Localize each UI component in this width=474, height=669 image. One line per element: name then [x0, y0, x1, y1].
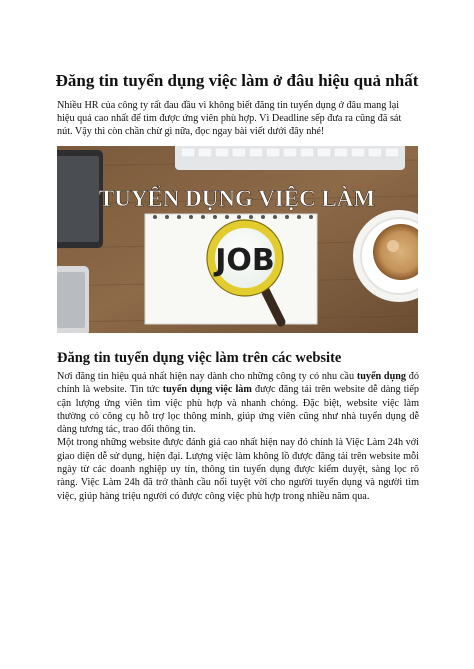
keyboard — [175, 146, 405, 170]
hero-image — [57, 146, 418, 333]
section-heading: Đăng tin tuyển dụng việc làm trên các website — [57, 350, 342, 366]
document-title: Đăng tin tuyển dụng việc làm ở đâu hiệu quả nhất — [55, 71, 419, 90]
section-body — [57, 370, 419, 503]
paragraph-1-text-a: Nơi đăng tin hiệu quả nhất hiện nay dành cho những công ty có nhu cầu — [57, 371, 357, 382]
paragraph-2: Một trong những website được đánh giá cao nhất hiện nay đó chính là Việc Làm 24h với giao diện dễ sử dụng, hiện đại. Lượng việc làm không lồ được đăng tải trên website mỗi ngày từ các doanh nghiệp uy tín, thông tin tuyển dụng được kiểm duyệt, sàng lọc rõ ràng. Việc Làm 24h đã trở thành cầu nối tuyệt vời cho người tuyển dụng và người tìm việc, giúp hàng triệu người có được công việc phù hợp trong nhiều năm qua. — [57, 437, 419, 502]
paragraph-1-text-c: được đăng tải trên website dễ dàng tiếp cận lượng ứng viên tìm việc phù hợp và nhanh chóng. Đặc biệt, website việc làm thường có công cụ hỗ trợ lọc thông minh, giúp ứng viên cũng như nhà tuyển dụng dễ dàng tương tác, trao đổi thông tin. — [57, 384, 419, 436]
paragraph-1 — [57, 370, 419, 436]
phone-device — [57, 266, 89, 333]
hero-banner-text: TUYỂN DỤNG VIỆC LÀM — [98, 186, 376, 211]
paragraph-1-text-b: đó chính là website. Tin tức — [57, 371, 419, 396]
paragraph-1-bold-b: tuyển dụng việc làm — [162, 384, 252, 396]
magnifier-job-text: JOB — [215, 243, 275, 278]
tablet-device — [57, 150, 103, 248]
intro-paragraph: Nhiều HR của công ty rất đau đầu vì không biết đăng tin tuyển dụng ở đâu mang lại hiệu quả cao nhất để tìm được ứng viên phù hợp. Vì Deadline sếp đưa ra cũng đã sát nút. Vậy thì còn chần chừ gì nữa, đọc ngay bài viết dưới đây nhé! — [57, 100, 402, 137]
paragraph-1-bold-a: tuyển dụng — [356, 371, 407, 382]
